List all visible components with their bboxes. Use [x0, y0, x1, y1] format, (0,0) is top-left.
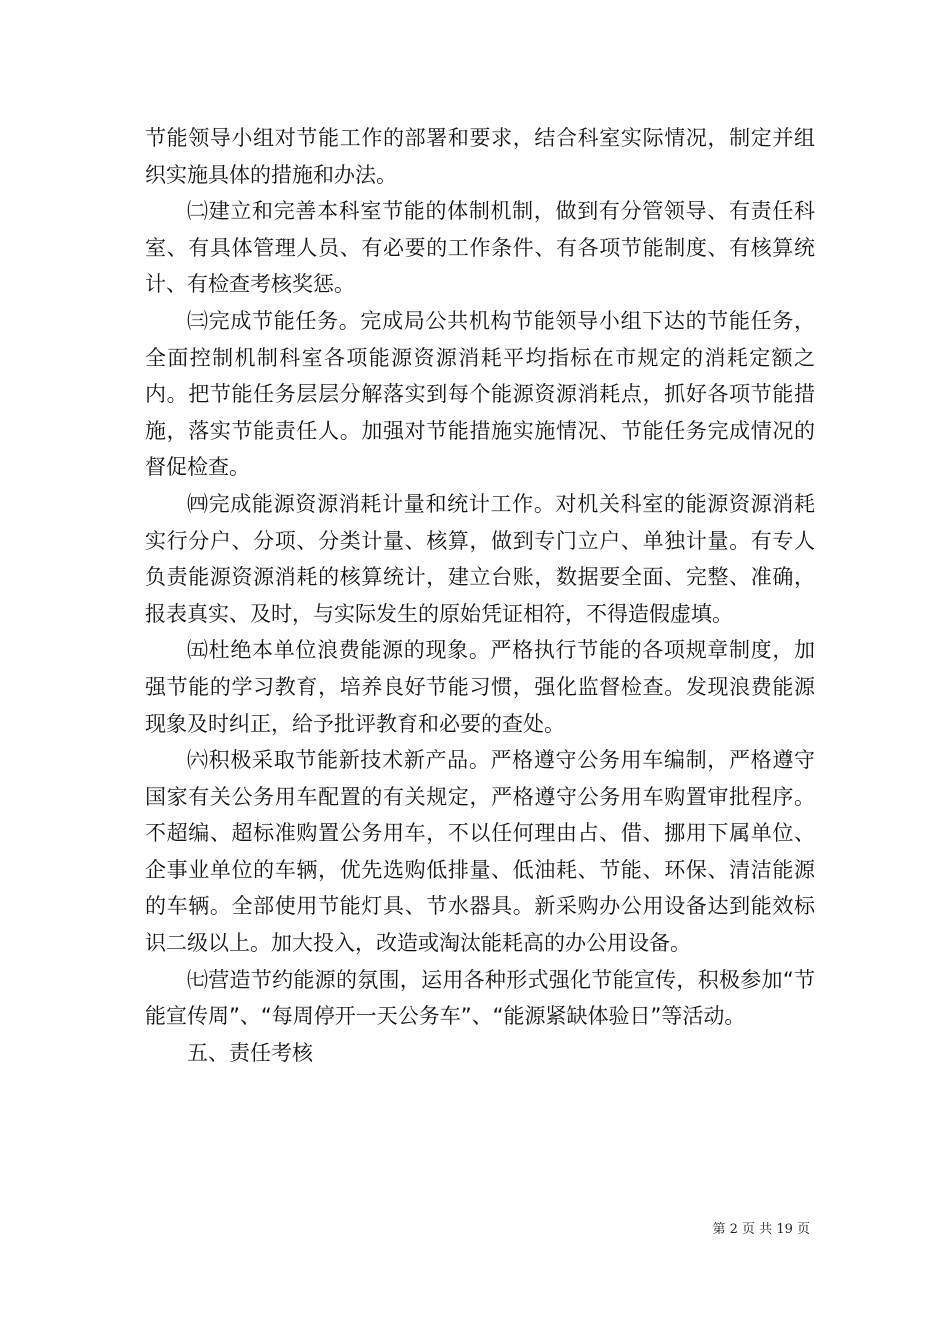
- paragraph-item-4: ㈣完成能源资源消耗计量和统计工作。对机关科室的能源资源消耗实行分户、分项、分类计量、核算，做到专门立户、单独计量。有专人负责能源资源消耗的核算统计，建立台账，数据要全面、完整、准确，报表真实、及时，与实际发生的原始凭证相符，不得造假虚填。: [145, 491, 815, 626]
- section-heading: 五、责任考核: [187, 1040, 313, 1065]
- page-number-footer: 第 2 页 共 19 页: [712, 1222, 810, 1237]
- paragraph-item-5: ㈤杜绝本单位浪费能源的现象。严格执行节能的各项规章制度，加强节能的学习教育，培养良好节能习惯，强化监督检查。发现浪费能源现象及时纠正，给予批评教育和必要的查处。: [145, 638, 815, 736]
- paragraph-item-7: ㈦营造节约能源的氛围，运用各种形式强化节能宣传，积极参加“节能宣传周”、“每周停开一天公务车”、“能源紧缺体验日”等活动。: [145, 967, 815, 1029]
- paragraph-continuation: 节能领导小组对节能工作的部署和要求，结合科室实际情况，制定并组织实施具体的措施和办法。: [145, 126, 815, 187]
- paragraph-item-6: ㈥积极采取节能新技术新产品。严格遵守公务用车编制，严格遵守国家有关公务用车配置的有关规定，严格遵守公务用车购置审批程序。不超编、超标准购置公务用车，不以任何理由占、借、挪用下属单位、企事业单位的车辆，优先选购低排量、低油耗、节能、环保、清洁能源的车辆。全部使用节能灯具、节水器具。新采购办公用设备达到能效标识二级以上。加大投入，改造或淘汰能耗高的办公用设备。: [145, 748, 815, 956]
- document-body: [145, 120, 815, 1071]
- paragraph-item-2: ㈡建立和完善本科室节能的体制机制，做到有分管领导、有责任科室、有具体管理人员、有必要的工作条件、有各项节能制度、有核算统计、有检查考核奖惩。: [145, 199, 815, 297]
- paragraph-item-3: ㈢完成节能任务。完成局公共机构节能领导小组下达的节能任务，全面控制机制科室各项能源资源消耗平均指标在市规定的消耗定额之内。把节能任务层层分解落实到每个能源资源消耗点，抓好各项节能措施，落实节能责任人。加强对节能措施实施情况、节能任务完成情况的督促检查。: [145, 308, 815, 480]
